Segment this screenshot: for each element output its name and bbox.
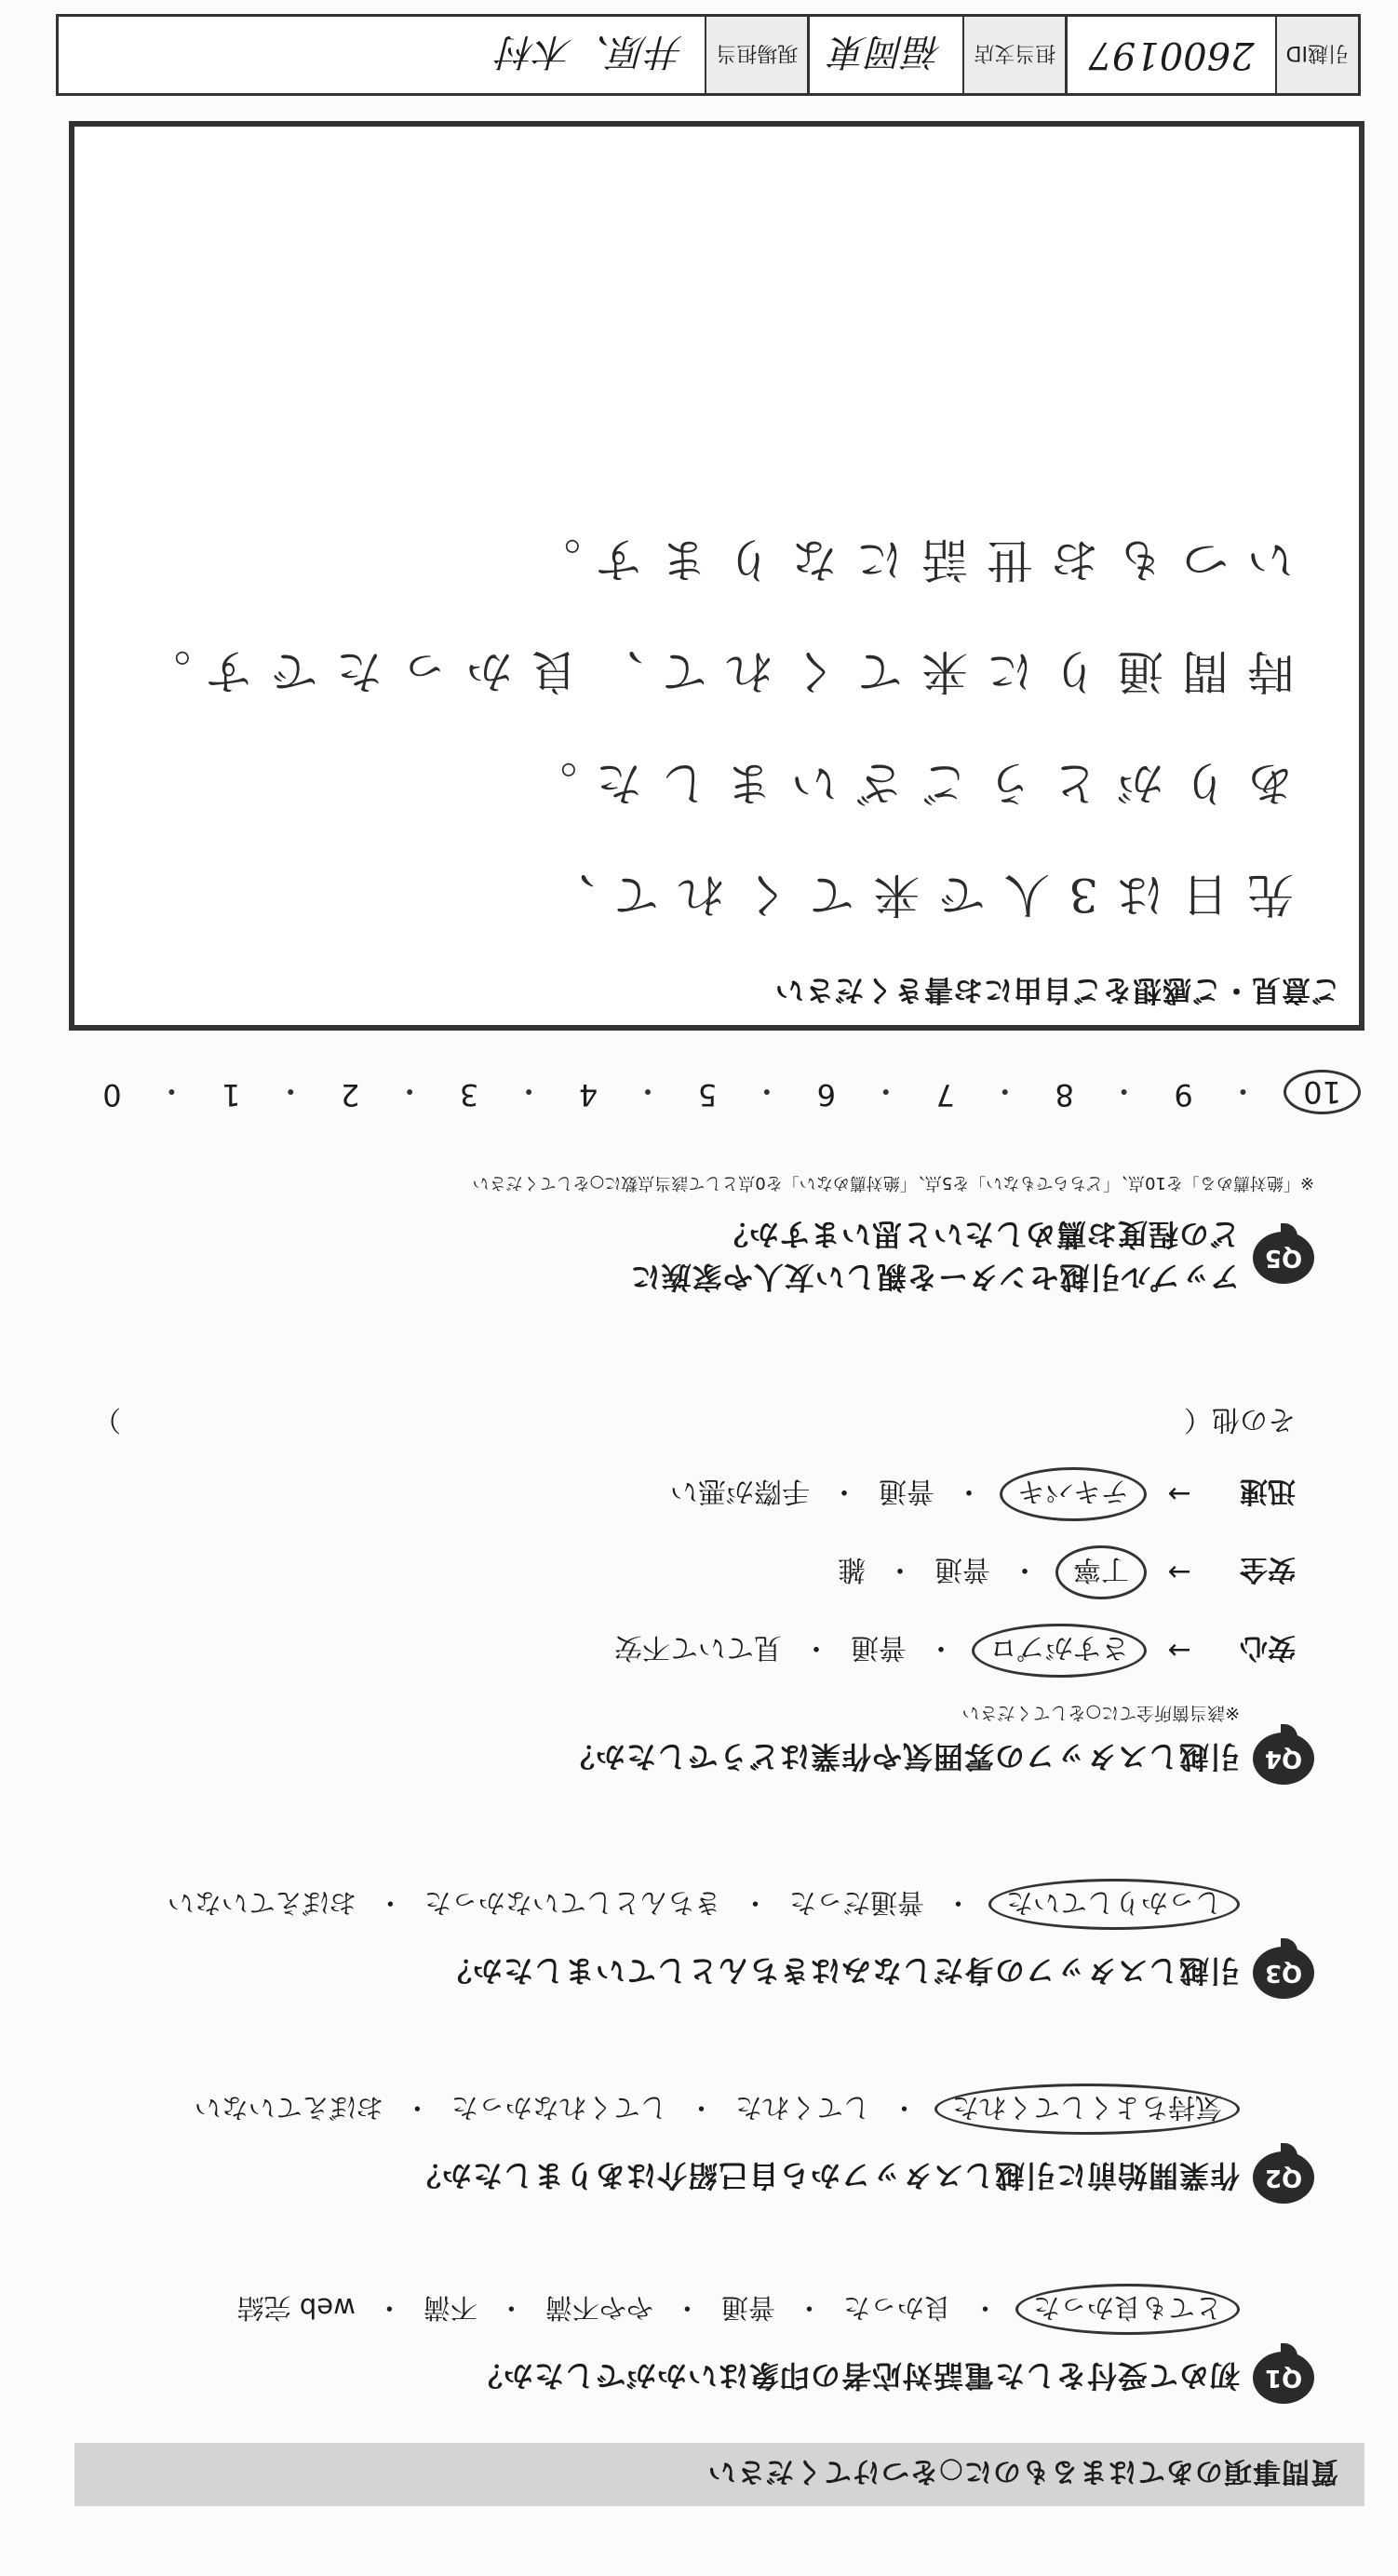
- q5-text-2: どの程度お薦めしたいと思いますか？: [717, 1217, 1240, 1252]
- q5-score-4[interactable]: 4: [578, 1077, 598, 1113]
- comment-box[interactable]: [69, 121, 1364, 1031]
- move-id-label: 引越ID: [1275, 17, 1358, 93]
- q5-badge: Q5: [1253, 1232, 1314, 1284]
- q4-row-safety-label: 安全: [1240, 1553, 1296, 1585]
- question-5: [74, 1172, 1314, 1301]
- q4-row-safety: 安全 → 丁寧 ・ 普通 ・ 雑: [74, 1545, 1296, 1599]
- q4-row-relief-label: 安心: [1240, 1631, 1296, 1664]
- q4-text: 引越しスタッフの雰囲気や作業はどうでしたか？: [563, 1739, 1240, 1774]
- q3-text: 引越しスタッフの身だしなみはきちんとしていましたか？: [440, 1953, 1240, 1989]
- q5-score-10[interactable]: 10: [1284, 1070, 1361, 1114]
- q3-option-neat[interactable]: しっかりしていた: [988, 1879, 1240, 1930]
- q2-option-did[interactable]: してくれた: [734, 2092, 870, 2124]
- q2-option-pleasant[interactable]: 気持ちよくしてくれた: [934, 2084, 1240, 2135]
- q3-option-dont-remember[interactable]: おぼえていない: [167, 1887, 356, 1919]
- q4-row-speed-label: 迅速: [1240, 1475, 1296, 1507]
- branch-cell: [807, 17, 1065, 93]
- q1-option-good[interactable]: 良かった: [842, 2292, 951, 2324]
- q5-score-3[interactable]: 3: [459, 1077, 479, 1113]
- move-id-value: 2600197: [1088, 34, 1255, 76]
- q4-speed-option-efficient[interactable]: テキパキ: [1000, 1467, 1147, 1521]
- arrow-right-icon: →: [1167, 1634, 1191, 1667]
- q4-other-label: その他（: [1184, 1403, 1296, 1436]
- branch-value: 福岡東: [830, 30, 943, 74]
- q4-speed-option-clumsy[interactable]: 手際が悪い: [670, 1475, 810, 1507]
- q1-option-normal[interactable]: 普通: [720, 2292, 775, 2324]
- q2-options: 気持ちよくしてくれた ・ してくれた ・ してくれなかった ・ おぼえていない: [74, 2084, 1240, 2135]
- q4-other-close: ）: [93, 1403, 121, 1436]
- handwritten-comment: [121, 504, 1294, 951]
- staff-info-row: [56, 14, 1361, 96]
- q1-option-somewhat-unsatisfied[interactable]: やや不満: [544, 2292, 653, 2324]
- q5-score-7[interactable]: 7: [935, 1077, 955, 1113]
- question-4: [74, 1402, 1314, 1785]
- q3-option-normal[interactable]: 普通だった: [788, 1887, 924, 1919]
- comment-line: 時間通りに来てくれて、良かったです。: [126, 644, 1294, 698]
- question-2: [74, 2084, 1314, 2204]
- q4-relief-option-anxious[interactable]: 見ていて不安: [614, 1631, 782, 1664]
- q2-option-did-not[interactable]: してくれなかった: [450, 2092, 667, 2124]
- q2-option-dont-remember[interactable]: おぼえていない: [194, 2092, 383, 2124]
- arrow-right-icon: →: [1167, 1556, 1191, 1589]
- q4-speed-option-normal[interactable]: 普通: [879, 1475, 934, 1507]
- q2-text: 作業開始前に引越しスタッフから自己紹介はありましたか？: [410, 2158, 1240, 2193]
- q1-option-unsatisfied[interactable]: 不満: [423, 2292, 477, 2324]
- q5-scale: 10 ・ 9 ・ 8 ・ 7 ・ 6 ・ 5 ・ 4 ・ 3 ・ 2 ・ 1 ・ 0: [93, 1070, 1361, 1114]
- comment-box-title: ご意見・ご感想をご自由にお書きください: [774, 973, 1340, 1006]
- q4-row-speed: 迅速 → テキパキ ・ 普通 ・ 手際が悪い: [74, 1467, 1296, 1521]
- arrow-right-icon: →: [1167, 1477, 1191, 1511]
- question-3: [74, 1879, 1314, 1999]
- branch-label: 担当支店: [962, 17, 1065, 93]
- q3-options: しっかりしていた ・ 普通だった ・ きちんとしていなかった ・ おぼえていない: [74, 1879, 1240, 1930]
- q4-badge: Q4: [1253, 1733, 1314, 1785]
- q2-badge: Q2: [1253, 2151, 1314, 2204]
- q1-option-very-good[interactable]: とても良かった: [1015, 2284, 1240, 2335]
- q5-score-1[interactable]: 1: [222, 1077, 241, 1113]
- q1-options: とても良かった ・ 良かった ・ 普通 ・ やや不満 ・ 不満 ・ web 完結: [74, 2284, 1240, 2335]
- q1-text: 初めて受付をした電話対応者の印象はいかがでしたか？: [471, 2358, 1240, 2394]
- q4-safety-option-rough[interactable]: 雑: [838, 1553, 866, 1585]
- q5-score-5[interactable]: 5: [697, 1077, 718, 1113]
- q5-score-0[interactable]: 0: [102, 1077, 122, 1113]
- q1-badge: Q1: [1253, 2352, 1314, 2404]
- q3-option-not-neat[interactable]: きちんとしていなかった: [423, 1887, 721, 1919]
- instruction-band: [74, 2443, 1364, 2506]
- q4-safety-option-careful[interactable]: 丁寧: [1055, 1545, 1147, 1599]
- q4-safety-option-normal[interactable]: 普通: [934, 1553, 990, 1585]
- q5-score-9[interactable]: 9: [1174, 1077, 1193, 1113]
- move-id-cell: [1065, 17, 1358, 93]
- instruction-text: 質問事項のあてはまるものに○をつけてください: [706, 2455, 1338, 2488]
- q5-score-2[interactable]: 2: [341, 1077, 360, 1113]
- leader-cell: [59, 17, 807, 93]
- q1-option-web[interactable]: web 完結: [236, 2292, 356, 2324]
- q4-note: ※該当箇所全てに○をしてください: [961, 1703, 1240, 1723]
- comment-line: 先日は3人で来てくれて、: [530, 868, 1294, 922]
- question-1: [74, 2284, 1314, 2404]
- q3-badge: Q3: [1253, 1947, 1314, 1999]
- leader-value: 井原、木村: [498, 30, 685, 74]
- q4-row-relief: 安心 → さすがプロ ・ 普通 ・ 見ていて不安: [74, 1624, 1296, 1678]
- q5-score-6[interactable]: 6: [816, 1077, 837, 1113]
- comment-line: いつもお世話になります。: [516, 533, 1294, 587]
- q4-relief-option-pro[interactable]: さすがプロ: [972, 1624, 1147, 1678]
- q4-row-other: [74, 1402, 1296, 1443]
- q4-relief-option-normal[interactable]: 普通: [851, 1631, 907, 1664]
- q5-score-8[interactable]: 8: [1055, 1077, 1074, 1113]
- q5-text: アップル引越センターを親しい友人や家族に: [629, 1260, 1240, 1295]
- leader-label: 現場担当: [705, 17, 807, 93]
- comment-line: ありがとうございました。: [512, 756, 1294, 810]
- q5-note: ※「絶対薦める」を10点、「どちらでもない」を5点、「絶対薦めない」を0点として該当点数に○をしてください: [472, 1173, 1314, 1193]
